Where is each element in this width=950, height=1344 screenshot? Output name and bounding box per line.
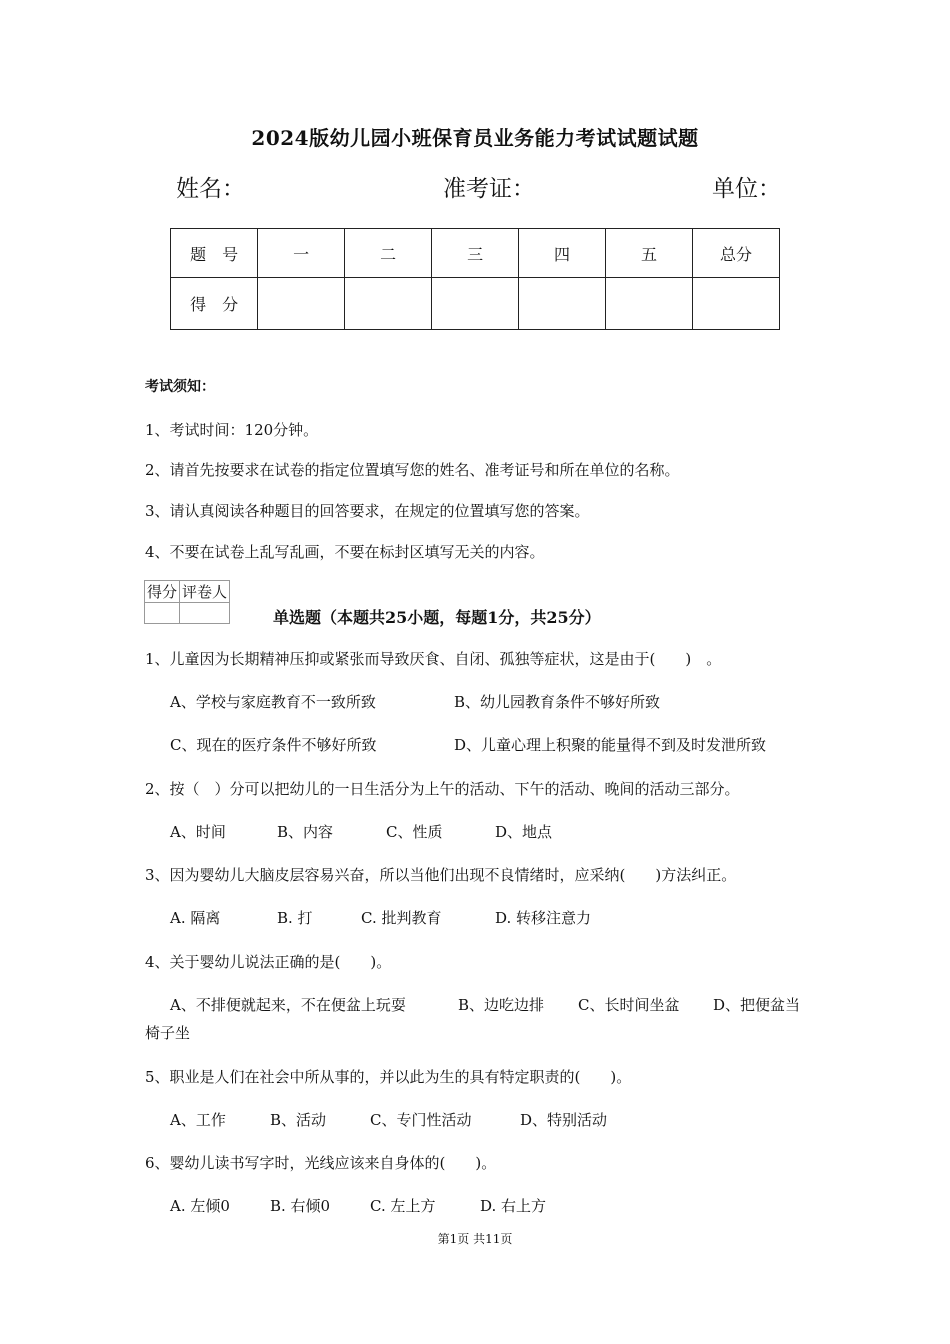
option-item[interactable]: C. 批判教育 [361, 909, 442, 927]
question-text: 3、因为婴幼儿大脑皮层容易兴奋，所以当他们出现不良情绪时，应采纳( )方法纠正。 [145, 866, 737, 884]
option-item[interactable]: B、边吃边排 [458, 996, 545, 1014]
question-text: 1、儿童因为长期精神压抑或紧张而导致厌食、自闭、孤独等症状，这是由于( ) 。 [145, 650, 722, 668]
score-table-header-cell: 五 [606, 229, 693, 278]
score-table-header-row [171, 229, 780, 278]
score-table-header-cell: 一 [258, 229, 345, 278]
name-label: 姓名： [176, 176, 245, 202]
option-item[interactable]: B、幼儿园教育条件不够好所致 [454, 693, 661, 711]
grader-box-grader-cell[interactable] [180, 603, 230, 624]
score-table-header-cell: 四 [519, 229, 606, 278]
option-item[interactable]: D、儿童心理上积聚的能量得不到及时发泄所致 [454, 736, 767, 754]
score-cell[interactable] [519, 278, 606, 330]
question-text: 5、职业是人们在社会中所从事的，并以此为生的具有特定职责的( )。 [145, 1068, 632, 1086]
grader-box-score-label: 得分 [145, 581, 180, 603]
notice-item: 1、考试时间：120分钟。 [145, 421, 319, 439]
notice-title: 考试须知： [145, 379, 215, 395]
option-item[interactable]: B. 打 [277, 909, 313, 927]
exam-id-label: 准考证： [443, 176, 535, 202]
option-item[interactable]: B. 右倾0 [270, 1197, 331, 1215]
unit-label: 单位： [712, 176, 781, 202]
grader-box-score-cell[interactable] [145, 603, 180, 624]
option-item[interactable]: A. 左倾0 [170, 1197, 230, 1215]
question-text: 4、关于婴幼儿说法正确的是( )。 [145, 953, 392, 971]
score-row-label: 得 分 [171, 278, 258, 330]
option-item[interactable]: B、内容 [277, 823, 334, 841]
score-cell[interactable] [258, 278, 345, 330]
section-title: 单选题（本题共25小题，每题1分，共25分） [273, 608, 601, 627]
option-item[interactable]: C、专门性活动 [370, 1111, 472, 1129]
option-item[interactable]: C、性质 [386, 823, 443, 841]
score-cell[interactable] [345, 278, 432, 330]
score-table-header-cell: 二 [345, 229, 432, 278]
option-item[interactable]: B、活动 [270, 1111, 327, 1129]
option-item[interactable]: A、时间 [170, 823, 226, 841]
score-cell[interactable] [432, 278, 519, 330]
grader-box-grader-label: 评卷人 [180, 581, 230, 603]
option-item[interactable]: D、地点 [495, 823, 553, 841]
question-text: 6、婴幼儿读书写字时，光线应该来自身体的( )。 [145, 1154, 497, 1172]
option-item[interactable]: C、长时间坐盆 [578, 996, 680, 1014]
score-table-score-row [171, 278, 780, 330]
option-item[interactable]: A、工作 [170, 1111, 226, 1129]
page-number: 第1页 共11页 [437, 1232, 513, 1246]
option-continuation: 椅子坐 [145, 1024, 191, 1042]
notice-item: 3、请认真阅读各种题目的回答要求，在规定的位置填写您的答案。 [145, 502, 590, 520]
option-item[interactable]: C、现在的医疗条件不够好所致 [170, 736, 377, 754]
option-item[interactable]: A、学校与家庭教育不一致所致 [170, 693, 376, 711]
notice-item: 2、请首先按要求在试卷的指定位置填写您的姓名、准考证号和所在单位的名称。 [145, 461, 680, 479]
score-table-header-cell: 总分 [692, 229, 779, 278]
score-table-header-cell: 题 号 [171, 229, 258, 278]
option-item[interactable]: A、不排便就起来，不在便盆上玩耍 [170, 996, 406, 1014]
page-title: 2024版幼儿园小班保育员业务能力考试试题试题 [251, 126, 699, 150]
score-cell[interactable] [692, 278, 779, 330]
option-item[interactable]: D、特别活动 [520, 1111, 608, 1129]
notice-item: 4、不要在试卷上乱写乱画，不要在标封区填写无关的内容。 [145, 543, 545, 561]
score-cell[interactable] [606, 278, 693, 330]
option-item[interactable]: D、把便盆当 [713, 996, 801, 1014]
score-table-header-cell: 三 [432, 229, 519, 278]
question-text: 2、按（ ）分可以把幼儿的一日生活分为上午的活动、下午的活动、晚间的活动三部分。 [145, 780, 740, 798]
grader-box [144, 580, 230, 624]
option-item[interactable]: D. 右上方 [480, 1197, 547, 1215]
score-table [170, 228, 780, 330]
option-item[interactable]: A. 隔离 [170, 909, 221, 927]
option-item[interactable]: D. 转移注意力 [495, 909, 592, 927]
option-item[interactable]: C. 左上方 [370, 1197, 436, 1215]
